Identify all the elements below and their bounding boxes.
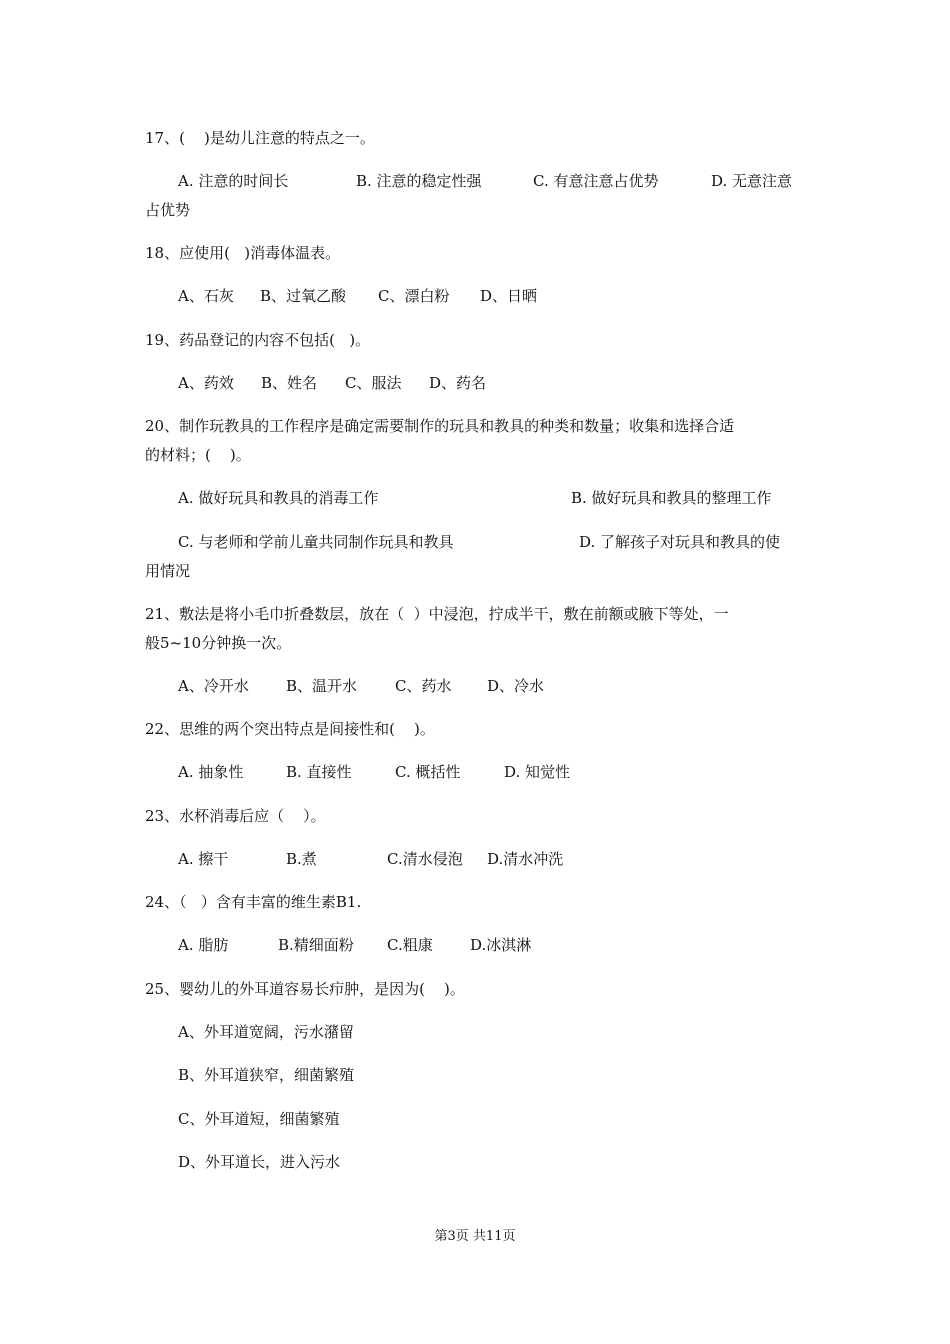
question-18-option-c: C、漂白粉	[378, 287, 450, 305]
question-18-option-d: D、日晒	[480, 287, 538, 305]
page-footer: 第3页 共11页	[434, 1229, 516, 1244]
question-20-option-d: D. 了解孩子对玩具和教具的使	[579, 533, 781, 551]
question-18-stem: 18、应使用( )消毒体温表。	[145, 244, 341, 262]
question-20-stem-line-2: 的材料；( )。	[145, 446, 251, 464]
question-23-option-d: D.清水冲洗	[487, 850, 564, 868]
question-20-option-a: A. 做好玩具和教具的消毒工作	[178, 489, 379, 507]
question-21-option-c: C、药水	[395, 677, 452, 695]
question-24-option-a: A. 脂肪	[178, 936, 229, 954]
question-18-option-b: B、过氧乙酸	[260, 287, 347, 305]
question-25-option-a: A、外耳道宽阔，污水潴留	[178, 1023, 354, 1041]
question-22-stem: 22、思维的两个突出特点是间接性和( )。	[145, 720, 435, 738]
question-17-stem: 17、( )是幼儿注意的特点之一。	[145, 129, 375, 147]
question-24-option-d: D.冰淇淋	[470, 936, 532, 954]
question-18-option-a: A、石灰	[178, 287, 234, 305]
question-24-option-c: C.粗康	[387, 936, 433, 954]
question-23-option-c: C.清水侵泡	[387, 850, 463, 868]
question-22-option-a: A. 抽象性	[178, 763, 244, 781]
question-17-option-a: A. 注意的时间长	[178, 172, 289, 190]
question-19-option-c: C、服法	[345, 374, 402, 392]
question-24-stem: 24、（ ）含有丰富的维生素B1.	[145, 893, 362, 911]
question-20-option-wrap: 用情况	[145, 562, 191, 580]
question-23-option-a: A. 擦干	[178, 850, 229, 868]
question-25-stem: 25、婴幼儿的外耳道容易长疖肿，是因为( )。	[145, 980, 465, 998]
question-19-option-d: D、药名	[429, 374, 487, 392]
question-19-option-a: A、药效	[178, 374, 234, 392]
question-19-option-b: B、姓名	[261, 374, 318, 392]
question-17-option-wrap: 占优势	[145, 201, 191, 219]
question-21-stem-line-1: 21、敷法是将小毛巾折叠数层，放在（ ）中浸泡，拧成半干，敷在前额或腋下等处，一	[145, 605, 729, 623]
question-21-stem-line-2: 般5~10分钟换一次。	[145, 634, 292, 652]
question-20-option-b: B. 做好玩具和教具的整理工作	[571, 489, 772, 507]
question-20-option-c: C. 与老师和学前儿童共同制作玩具和教具	[178, 533, 454, 551]
question-23-option-b: B.煮	[286, 850, 317, 868]
question-22-option-c: C. 概括性	[395, 763, 461, 781]
question-25-option-d: D、外耳道长，进入污水	[178, 1153, 341, 1171]
question-21-option-d: D、冷水	[487, 677, 545, 695]
question-22-option-b: B. 直接性	[286, 763, 352, 781]
question-17-option-c: C. 有意注意占优势	[533, 172, 659, 190]
question-17-option-b: B. 注意的稳定性强	[356, 172, 482, 190]
question-25-option-b: B、外耳道狭窄，细菌繁殖	[178, 1066, 355, 1084]
question-21-option-b: B、温开水	[286, 677, 358, 695]
question-21-option-a: A、冷开水	[178, 677, 249, 695]
question-22-option-d: D. 知觉性	[504, 763, 571, 781]
question-25-option-c: C、外耳道短，细菌繁殖	[178, 1110, 340, 1128]
question-19-stem: 19、药品登记的内容不包括( )。	[145, 331, 371, 349]
question-17-option-d: D. 无意注意	[711, 172, 793, 190]
question-20-stem-line-1: 20、制作玩教具的工作程序是确定需要制作的玩具和教具的种类和数量；收集和选择合适	[145, 417, 735, 435]
question-24-option-b: B.精细面粉	[278, 936, 354, 954]
question-23-stem: 23、水杯消毒后应（ ）。	[145, 807, 326, 825]
